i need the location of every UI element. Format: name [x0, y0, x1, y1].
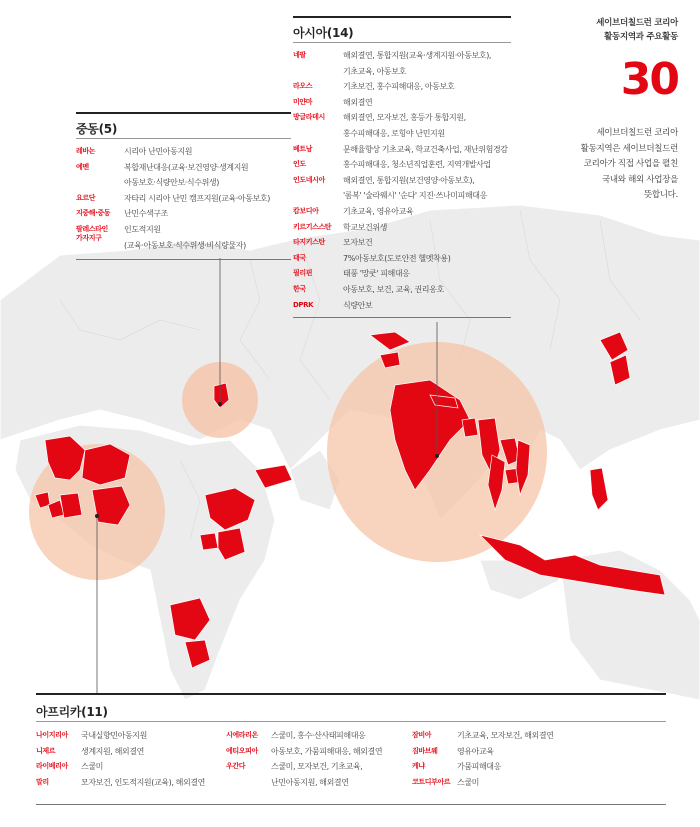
activity-text: 스쿨미: [81, 762, 103, 772]
region-row: [293, 95, 511, 111]
middle-east-list: [76, 144, 291, 253]
country-name: 네팔: [293, 51, 306, 59]
country-name: 라오스: [293, 82, 313, 91]
africa-marker: [95, 514, 99, 518]
activity-text: 기초교육, 아동보호: [343, 66, 406, 76]
region-row: [293, 79, 511, 95]
country-name: 베트남: [293, 144, 313, 153]
region-row: [226, 728, 382, 744]
activity-text: 자타리 시리아 난민 캠프지원(교육·아동보호): [124, 193, 270, 203]
region-row: [293, 157, 511, 173]
region-row: [293, 266, 511, 282]
region-row: [36, 759, 205, 775]
country-bangladesh: [462, 418, 478, 437]
activity-text: 스쿨미: [457, 777, 479, 787]
activity-text: 아동보호, 보건, 교육, 권리옹호: [343, 284, 444, 294]
activity-text: 문해율향상 기초교육, 학교건축사업, 재난위험경감: [343, 144, 508, 154]
country-name: 인도네시아: [293, 175, 325, 184]
stat-title: 세이브더칠드런 코리아 활동지역과 주요활동: [596, 18, 678, 42]
asia-panel: [293, 16, 511, 318]
country-name: 예멘: [76, 162, 89, 171]
region-row: [293, 173, 511, 204]
activity-text: '롬복' '술라웨시' '순다' 지진·쓰나미피해대응: [343, 191, 487, 201]
activity-text: 아동보호·식량안보·식수위생): [124, 178, 219, 188]
country-name: 잠비아: [412, 731, 432, 739]
region-row: [76, 160, 291, 191]
region-row: [76, 206, 291, 222]
activity-text: 복합재난대응(교육·보건영양·생계지원: [124, 162, 249, 172]
africa-column: [226, 728, 382, 790]
asia-marker: [435, 454, 439, 458]
country-name: 미얀마: [293, 97, 313, 106]
activity-text: 홍수피해대응, 로힝야 난민지원: [343, 128, 445, 138]
region-row: [293, 220, 511, 236]
region-row: [76, 144, 291, 160]
region-row: [293, 282, 511, 298]
region-row: [412, 759, 554, 775]
activity-text: 인도적지원: [124, 224, 161, 234]
country-name: 캄보디아: [293, 206, 319, 215]
country-name: 케냐: [412, 762, 425, 771]
stat-block: [538, 0, 678, 204]
region-row: [412, 728, 554, 744]
africa-panel: [36, 693, 666, 805]
country-name: 우간다: [226, 762, 246, 771]
region-row: [293, 204, 511, 220]
region-row: [412, 744, 554, 760]
region-row: [293, 110, 511, 141]
country-name: 타지키스탄: [293, 238, 325, 247]
activity-text: 7%아동보호(도로안전 헬멧착용): [343, 253, 451, 263]
region-row: [76, 222, 291, 253]
activity-text: 모자보건: [343, 238, 373, 248]
region-row: [293, 235, 511, 251]
activity-text: (교육·아동보호·식수위생·비식량물자): [124, 240, 246, 250]
africa-title: 아프리카(11): [36, 705, 108, 719]
activity-text: 영유아교육: [457, 746, 494, 756]
asia-list: [293, 48, 511, 313]
region-row: [412, 775, 554, 791]
country-name: 키르기스스탄: [293, 222, 332, 231]
activity-text: 해외결연: [343, 97, 373, 107]
activity-text: 난민수색구조: [124, 209, 168, 219]
asia-title: 아시아(14): [293, 26, 354, 40]
activity-text: 가뭄피해대응: [457, 762, 501, 772]
activity-text: 해외결연, 통합지원(보건영양·아동보호),: [343, 175, 475, 185]
country-name: DPRK: [293, 300, 314, 309]
region-row: [293, 142, 511, 158]
country-name: 말리: [36, 777, 49, 786]
country-name: 짐바브웨: [412, 746, 438, 755]
activity-text: 식량안보: [343, 300, 373, 310]
region-row: [293, 48, 511, 79]
country-name: 레바논: [76, 147, 96, 155]
activity-text: 난민아동지원, 해외결연: [271, 777, 349, 787]
country-name: 나이지리아: [36, 731, 68, 739]
region-row: [293, 298, 511, 314]
country-name: 팔레스타인 가자지구: [76, 224, 108, 242]
country-name: 에티오피아: [226, 746, 258, 755]
country-name: 인도: [293, 160, 306, 169]
activity-text: 아동보호, 가뭄피해대응, 해외결연: [271, 746, 383, 756]
activity-text: 국내실향민아동지원: [81, 731, 147, 740]
country-name: 한국: [293, 284, 306, 293]
middle-east-panel: [76, 112, 291, 260]
activity-text: 시리아 난민아동지원: [124, 147, 193, 156]
activity-text: 스쿨미, 모자보건, 기초교육,: [271, 762, 363, 772]
region-row: [36, 744, 205, 760]
activity-text: 기초교육, 모자보건, 해외결연: [457, 731, 554, 740]
activity-text: 해외결연, 통합지원(교육·생계지원·아동보호),: [343, 51, 492, 60]
activity-text: 생계지원, 해외결연: [81, 746, 144, 756]
country-philippines: [590, 468, 608, 510]
activity-text: 해외결연, 모자보건, 홍등가 통합지원,: [343, 113, 466, 123]
activity-text: 기초보건, 홍수피해대응, 아동보호: [343, 82, 455, 92]
region-row: [293, 251, 511, 267]
country-cote-divoire: [60, 493, 82, 518]
activity-text: 기초교육, 영유아교육: [343, 206, 414, 216]
country-name: 코트디부아르: [412, 777, 451, 786]
activity-text: 모자보건, 인도적지원(교육), 해외결연: [81, 777, 205, 787]
activity-text: 스쿨미, 홍수·산사태피해대응: [271, 731, 366, 740]
country-name: 라이베리아: [36, 762, 68, 771]
africa-list: [36, 728, 666, 798]
africa-column: [412, 728, 554, 790]
country-name: 니제르: [36, 746, 56, 755]
activity-text: 학교보건위생: [343, 222, 387, 232]
country-name: 필리핀: [293, 269, 313, 278]
stat-number: 30: [620, 54, 678, 105]
activity-text: 홍수피해대응, 청소년직업훈련, 지역개발사업: [343, 160, 491, 170]
country-name: 시에라리온: [226, 731, 258, 739]
region-row: [36, 728, 205, 744]
country-name: 방글라데시: [293, 113, 325, 122]
activity-text: 태풍 '망쿳' 피해대응: [343, 269, 410, 279]
region-row: [36, 775, 205, 791]
region-row: [226, 759, 382, 790]
country-name: 지중해·중동: [76, 209, 111, 218]
region-row: [76, 191, 291, 207]
country-name: 요르단: [76, 193, 96, 202]
country-name: 태국: [293, 253, 306, 262]
middle-east-marker: [218, 402, 222, 406]
country-uganda: [200, 533, 218, 550]
africa-column: [36, 728, 205, 790]
stat-description: 세이브더칠드런 코리아 활동지역은 세이브더칠드런 코리아가 직접 사업을 펼친 국내와 해외 사업장을 뜻합니다.: [580, 128, 678, 200]
region-row: [226, 744, 382, 760]
middle-east-title: 중동(5): [76, 122, 118, 136]
